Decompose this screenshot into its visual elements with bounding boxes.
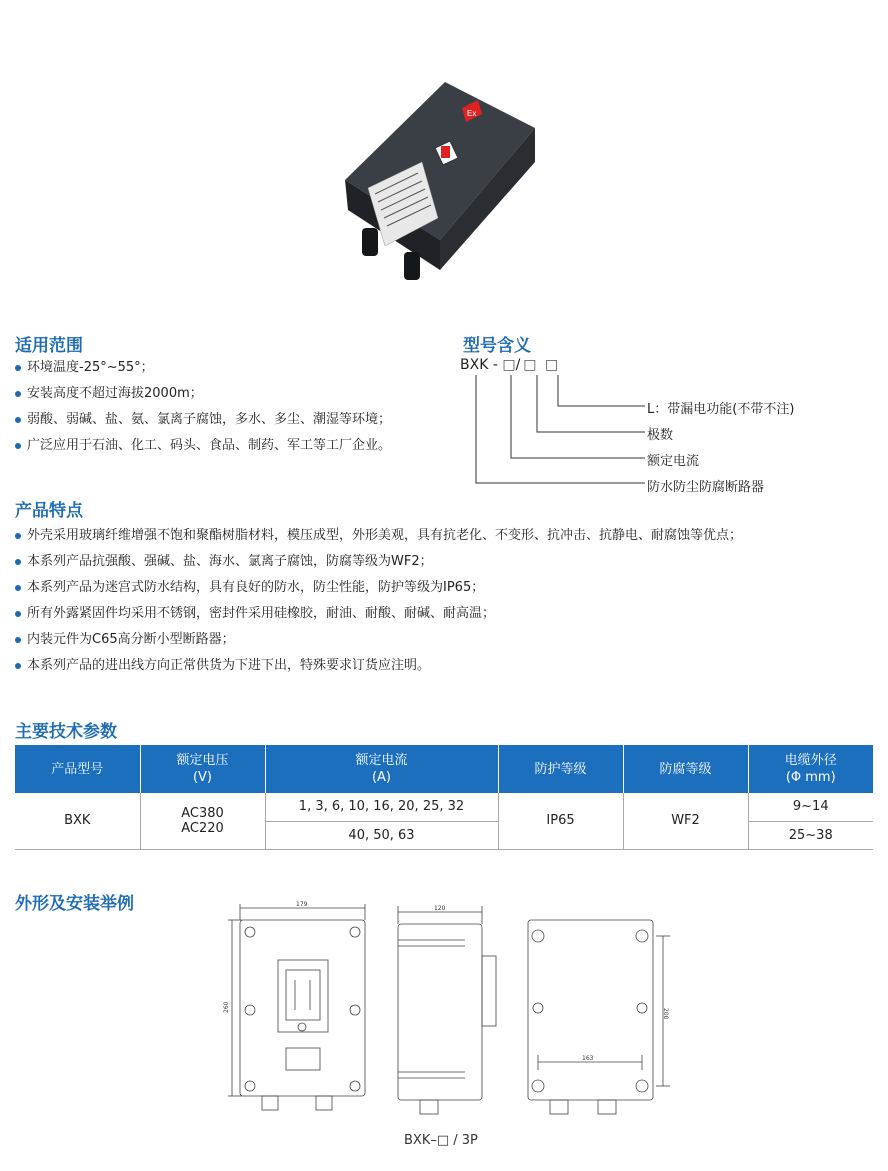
dim-front-width: 179 <box>296 901 308 908</box>
model-code <box>460 357 558 373</box>
cell-anticorrosion: WF2 <box>623 793 748 849</box>
cell-model: BXK <box>15 793 140 849</box>
table-row <box>15 793 873 821</box>
list-item: 广泛应用于石油、化工、码头、食品、制药、军工等工厂企业。 <box>15 433 391 459</box>
tech-table <box>15 745 873 850</box>
list-item: 外壳采用玻璃纤维增强不饱和聚酯树脂材料，模压成型，外形美观，具有抗老化、不变形、抗冲击、抗静电、耐腐蚀等优点； <box>15 523 742 549</box>
cell-current-2: 40, 50, 63 <box>265 821 498 849</box>
install-drawings <box>220 900 680 1130</box>
header-protection: 防护等级 <box>498 745 623 793</box>
model-slash: / <box>515 357 521 373</box>
header-voltage: 额定电压 (V) <box>140 745 265 793</box>
features-title: 产品特点 <box>15 501 83 521</box>
ex-badge: Ex <box>467 109 477 118</box>
model-label-current: 额定电流 <box>647 454 700 469</box>
header-anticorrosion: 防腐等级 <box>623 745 748 793</box>
dim-side-width: 120 <box>434 905 446 912</box>
header-model: 产品型号 <box>15 745 140 793</box>
model-box-poles: □ <box>523 357 537 373</box>
dim-back-width: 163 <box>582 1055 594 1062</box>
cell-cable-2: 25~38 <box>748 821 873 849</box>
list-item: 安装高度不超过海拔2000m； <box>15 381 391 407</box>
install-title: 外形及安装举例 <box>15 894 134 914</box>
product-photo <box>330 70 550 290</box>
dim-front-height: 260 <box>223 1001 230 1013</box>
list-item: 内装元件为C65高分断小型断路器； <box>15 627 742 653</box>
scope-list <box>15 355 391 459</box>
model-box-current: □ <box>502 357 516 373</box>
cell-current-1: 1, 3, 6, 10, 16, 20, 25, 32 <box>265 793 498 821</box>
cell-voltage: AC380 AC220 <box>140 793 265 849</box>
header-current: 额定电流 (A) <box>265 745 498 793</box>
list-item: 所有外露紧固件均采用不锈钢，密封件采用硅橡胶，耐油、耐酸、耐碱、耐高温； <box>15 601 742 627</box>
list-item: 本系列产品为迷宫式防水结构，具有良好的防水，防尘性能，防护等级为IP65； <box>15 575 742 601</box>
list-item: 环境温度-25°~55°； <box>15 355 391 381</box>
header-cable: 电缆外径 (Φ mm) <box>748 745 873 793</box>
tech-title: 主要技术参数 <box>15 722 117 742</box>
cell-protection: IP65 <box>498 793 623 849</box>
model-label-leak: L：带漏电功能(不带不注) <box>647 402 795 417</box>
model-label-poles: 极数 <box>647 428 674 443</box>
list-item: 弱酸、弱碱、盐、氨、氯离子腐蚀，多水、多尘、潮湿等环境； <box>15 407 391 433</box>
model-box-leak: □ <box>544 357 559 373</box>
scope-title: 适用范围 <box>15 336 83 356</box>
model-meaning-title: 型号含义 <box>463 336 531 356</box>
features-list <box>15 523 742 679</box>
list-item: 本系列产品抗强酸、强碱、盐、海水、氯离子腐蚀，防腐等级为WF2； <box>15 549 742 575</box>
model-code-prefix: BXK - <box>460 357 498 373</box>
model-label-type: 防水防尘防腐断路器 <box>647 480 765 495</box>
model-lines <box>470 374 650 489</box>
list-item: 本系列产品的进出线方向正常供货为下进下出，特殊要求订货应注明。 <box>15 653 742 679</box>
install-caption: BXK–□ / 3P <box>404 1133 478 1148</box>
cell-cable-1: 9~14 <box>748 793 873 821</box>
dim-back-height: 200 <box>662 1008 669 1020</box>
